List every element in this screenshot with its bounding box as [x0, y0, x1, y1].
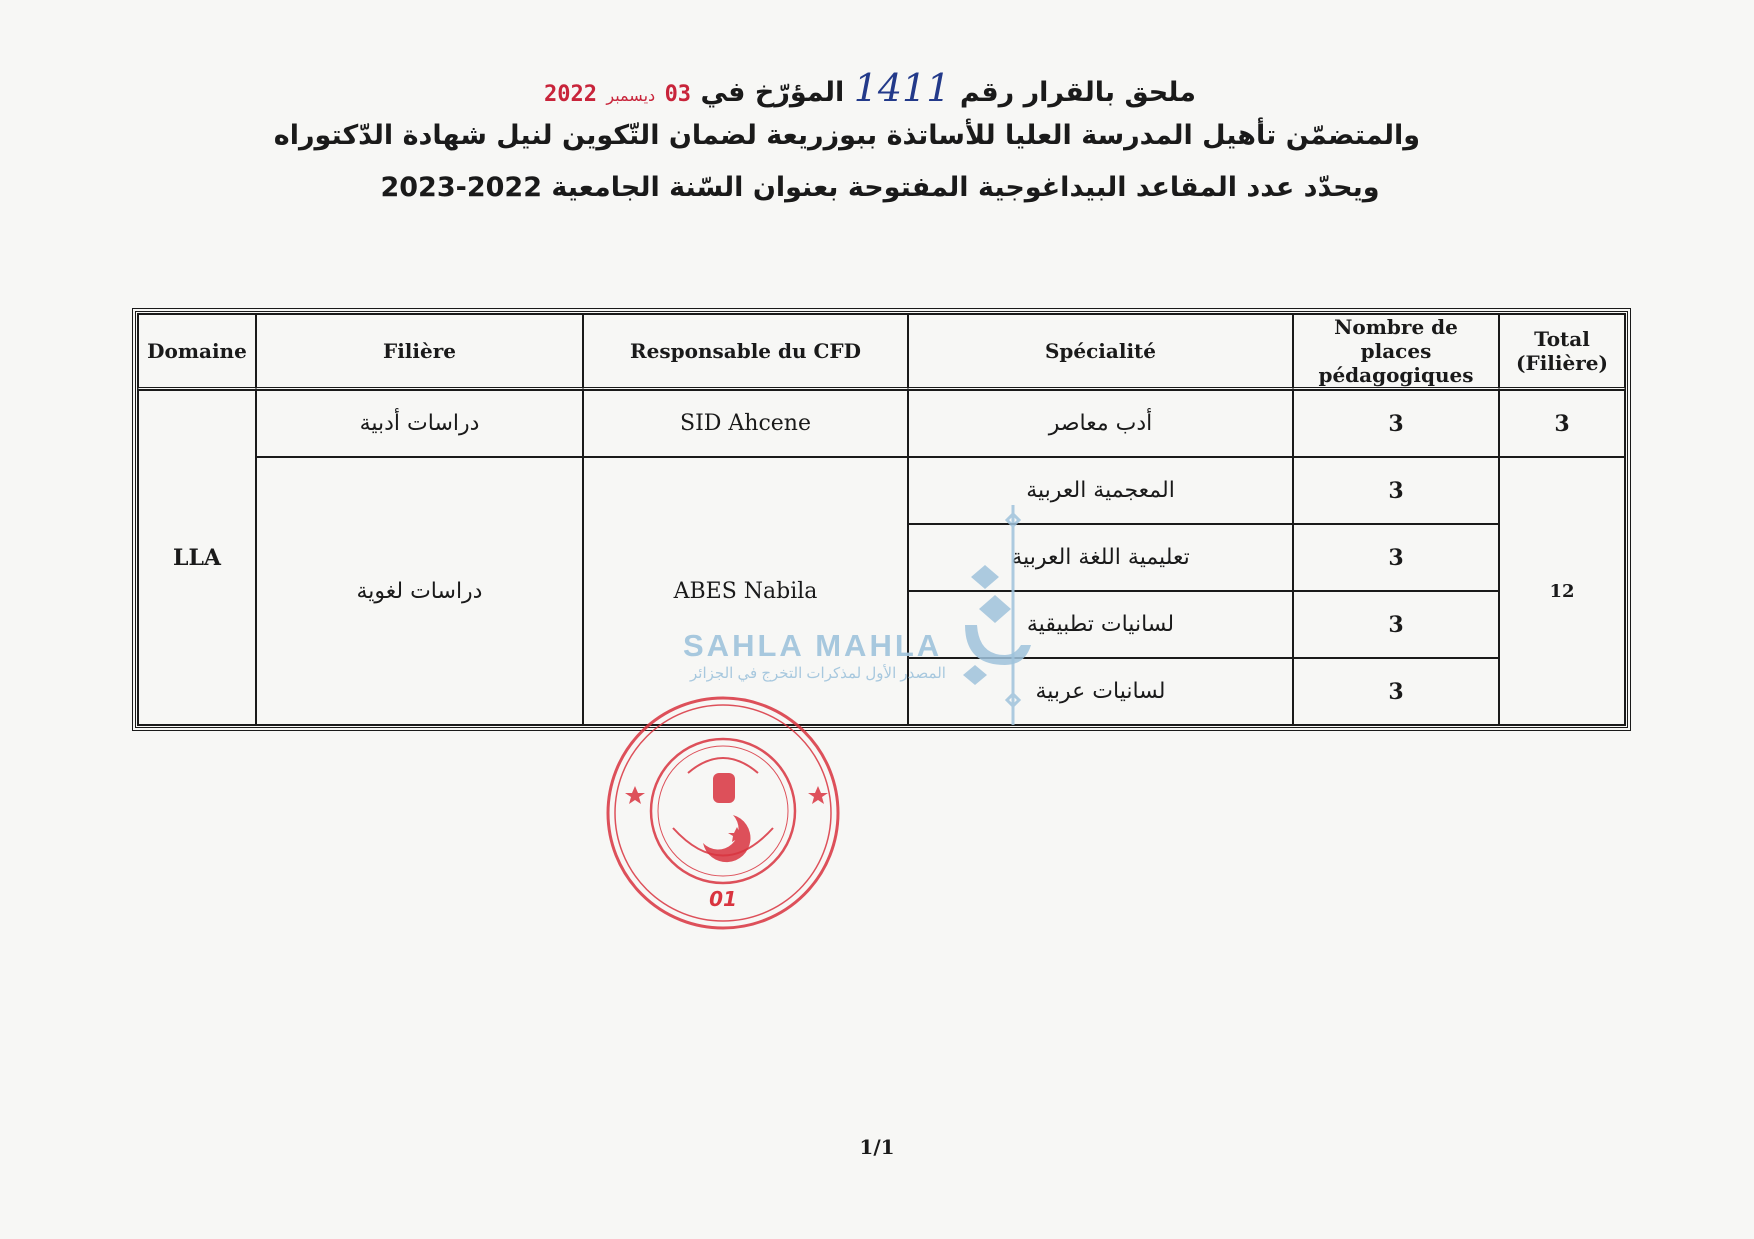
- specialite-cell: تعليمية اللغة العربية: [908, 524, 1293, 591]
- official-seal: [603, 693, 843, 933]
- col-header-total: Total (Filière): [1499, 314, 1625, 390]
- filiere-cell: دراسات لغوية: [256, 457, 583, 725]
- page-number: 1/1: [859, 1135, 895, 1159]
- col-header-places: Nombre de places pédagogiques: [1293, 314, 1499, 390]
- date-year: 2022: [544, 82, 597, 107]
- date-month: ديسمبر: [606, 86, 656, 105]
- dated-label: المؤرّخ في: [700, 77, 845, 108]
- watermark-text: [683, 628, 953, 682]
- col-header-domaine: Domaine: [138, 314, 256, 390]
- total-cell: 3: [1499, 390, 1625, 457]
- total-cell: 12: [1499, 457, 1625, 725]
- specialite-cell: أدب معاصر: [908, 390, 1293, 457]
- seal-number: 01: [709, 887, 737, 911]
- table-row: [138, 390, 1625, 457]
- places-cell: 3: [1293, 658, 1499, 725]
- header-line-3: ويحدّد عدد المقاعد البيداغوجية المفتوحة بعنوان السّنة الجامعية 2022-2023: [380, 172, 1380, 203]
- decree-number-handwritten: 1411: [853, 66, 951, 110]
- watermark-logo-icon: [955, 505, 1035, 725]
- places-cell: 3: [1293, 524, 1499, 591]
- table-header-row: [138, 314, 1625, 390]
- specialite-cell: المعجمية العربية: [908, 457, 1293, 524]
- filiere-cell: دراسات أدبية: [256, 390, 583, 457]
- date-day: 03: [664, 82, 692, 107]
- header-line-2: والمتضمّن تأهيل المدرسة العليا للأساتذة ببوزريعة لضمان التّكوين لنيل شهادة الدّكتوراه: [273, 120, 1420, 151]
- col-header-responsable: Responsable du CFD: [583, 314, 908, 390]
- specialite-cell: لسانيات تطبيقية: [908, 591, 1293, 658]
- places-cell: 3: [1293, 457, 1499, 524]
- header-line-1: [520, 66, 1220, 110]
- places-cell: 3: [1293, 591, 1499, 658]
- specialite-cell: لسانيات عربية: [908, 658, 1293, 725]
- col-header-specialite: Spécialité: [908, 314, 1293, 390]
- watermark-subtitle: المصدر الأول لمذكرات التخرج في الجزائر: [690, 665, 946, 682]
- domaine-cell: LLA: [138, 390, 256, 725]
- responsable-cell: ABES Nabila: [583, 457, 908, 725]
- responsable-cell: SID Ahcene: [583, 390, 908, 457]
- table-row: [138, 457, 1625, 524]
- col-header-filiere: Filière: [256, 314, 583, 390]
- watermark-title: SAHLA MAHLA: [683, 628, 943, 663]
- places-cell: 3: [1293, 390, 1499, 457]
- annex-label: ملحق بالقرار رقم: [959, 77, 1196, 108]
